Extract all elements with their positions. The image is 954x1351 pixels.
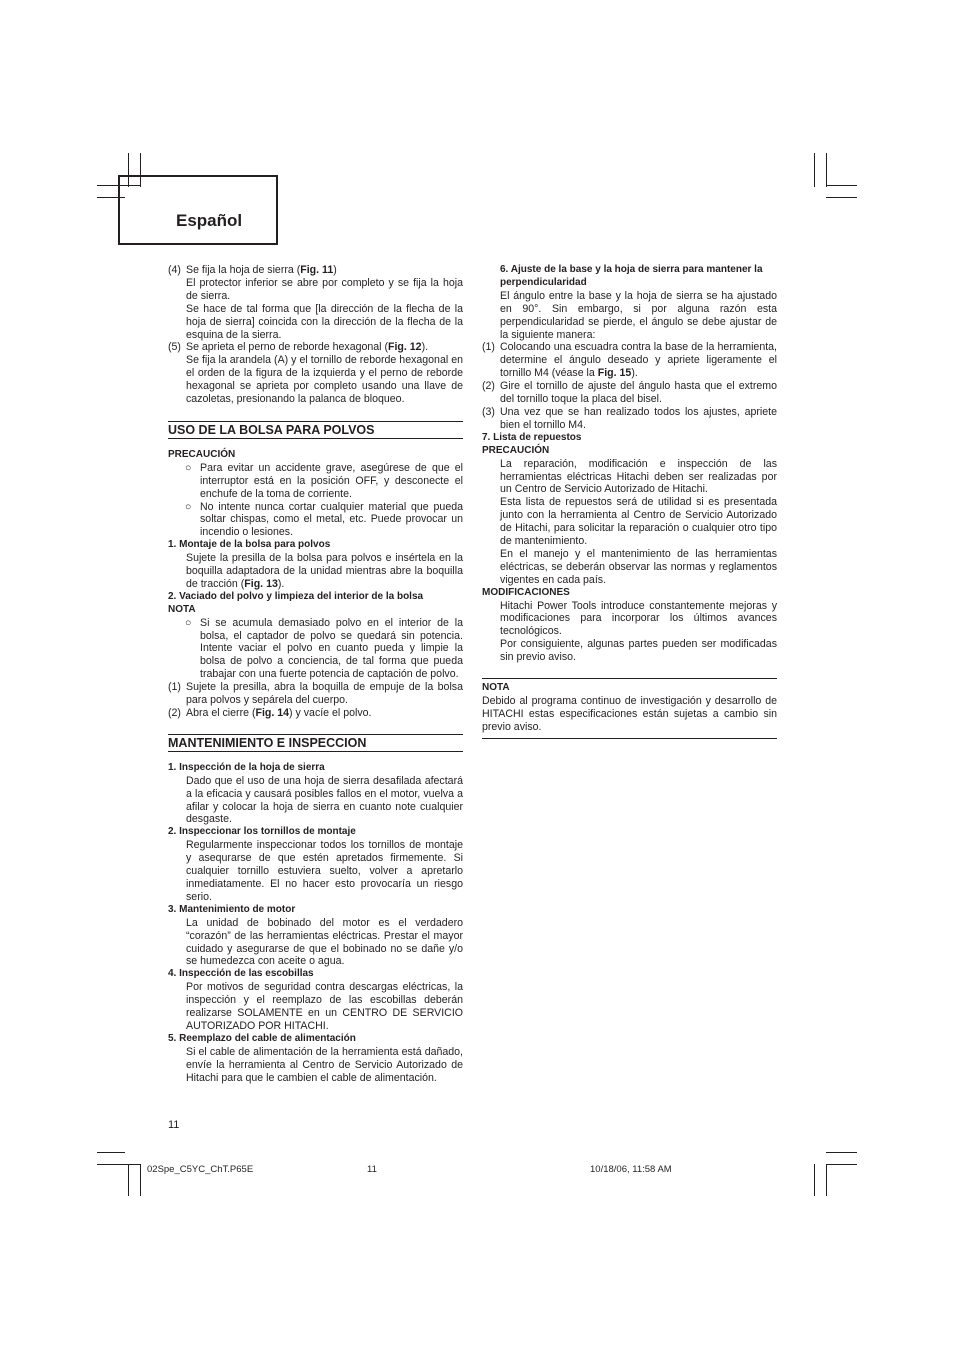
circle-bullet-icon: ○ (185, 500, 192, 513)
paragraph: Por motivos de seguridad contra descargas eléctricas, la inspección y el reemplazo de las escobillas deberán realizarse SOLAMENTE en un CENTRO DE SERVICIO AUTORIZADO POR HITACHI. (186, 981, 463, 1032)
crop-mark (97, 1152, 125, 1153)
paragraph: El ángulo entre la base y la hoja de sierra se ha ajustado en 90°. Sin embargo, si por alguna razón esta perpendicularidad se pierde, el ángulo se debe ajustar de la siguiente manera: (500, 289, 777, 341)
language-header-box (118, 175, 278, 245)
step-text: Sujete la presilla, abra la boquilla de empuje de la bolsa para polvos y sepárela del cuerpo. (186, 681, 463, 707)
step-text: Se fija la hoja de sierra ( (186, 264, 301, 276)
right-column (482, 264, 777, 739)
paragraph: Hitachi Power Tools introduce constantemente mejoras y modificaciones para incorporar los últimos avances tecnológicos. (500, 599, 777, 638)
step-item (482, 341, 777, 380)
bullet-item (168, 617, 463, 682)
step-text: Gire el tornillo de ajuste del ángulo hasta que el extremo del tornillo toque la placa del bisel. (500, 380, 777, 406)
footer-filename: 02Spe_C5YC_ChT.P65E (147, 1164, 254, 1175)
crop-mark (826, 153, 827, 187)
crop-mark (814, 1164, 815, 1196)
circle-bullet-icon: ○ (185, 616, 192, 629)
step-text: ) y vacíe el polvo. (289, 707, 372, 719)
note-label: NOTA (168, 603, 196, 615)
step-number: (4) (168, 264, 181, 276)
step-number: (3) (482, 405, 495, 418)
figure-ref: Fig. 11 (300, 264, 334, 276)
paragraph: En el manejo y el mantenimiento de las herramientas eléctricas, se deberán observar las normas y reglamentos vigentes en cada país. (500, 547, 777, 586)
caution-label: PRECAUCIÓN (168, 448, 236, 460)
paragraph: Por consiguiente, algunas partes pueden ser modificadas sin previo aviso. (500, 638, 777, 664)
circle-bullet-icon: ○ (185, 461, 192, 474)
step-number: (1) (168, 681, 181, 694)
bullet-text: No intente nunca cortar cualquier material que pueda soltar chispas, como el metal, etc. Puede provocar un incendio o lesiones. (200, 500, 463, 539)
step-number: (5) (168, 341, 181, 354)
step-item (168, 707, 463, 720)
crop-mark (140, 1164, 141, 1196)
paragraph: La reparación, modificación e inspección de las herramientas eléctricas Hitachi deben ser realizadas por un Centro de Servicio Autorizado de Hitachi. (500, 457, 777, 496)
modifications-label: MODIFICACIONES (482, 586, 570, 598)
figure-ref: Fig. 12 (388, 341, 422, 354)
step-text: Colocando una escuadra contra la base de la herramienta, determine el ángulo deseado y apriete ligeramente el tornillo M4 (véase la (500, 341, 777, 380)
paragraph: Dado que el uso de una hoja de sierra desafilada afectará a la eficacia y causará posibles fallos en el motor, vuelva a afilar y colocar la hoja de sierra en cuanto note cualquier desgaste. (186, 774, 463, 826)
crop-mark (826, 1152, 857, 1153)
subheading: 2. Inspeccionar los tornillos de montaje (168, 826, 356, 838)
step-text: Se hace de tal forma que [la dirección de la flecha de la hoja de sierra] coincida con la dirección de la flecha de la esquina de la sierra. (186, 302, 463, 341)
subheading: 2. Vaciado del polvo y limpieza del interior de la bolsa (168, 590, 424, 602)
caution-label: PRECAUCIÓN (482, 444, 550, 456)
section-heading-mantenimiento: MANTENIMIENTO E INSPECCION (168, 734, 463, 752)
step-text: ). (421, 341, 429, 354)
step-text: Abra el cierre ( (186, 707, 256, 719)
divider (482, 678, 777, 734)
subheading: 5. Reemplazo del cable de alimentación (168, 1032, 356, 1044)
crop-mark (814, 153, 815, 187)
crop-mark (128, 1164, 129, 1196)
crop-mark (826, 1164, 857, 1165)
step-5 (168, 341, 463, 406)
figure-ref: Fig. 15 (597, 367, 632, 380)
step-item (482, 406, 777, 432)
bullet-text: Para evitar un accidente grave, asegúrese de que el interruptor está en la posición OFF, y desconecte el enchufe de la toma de corriente. (200, 461, 463, 500)
step-text: Se aprieta el perno de reborde hexagonal ( (186, 341, 389, 354)
footer-date: 10/18/06, 11:58 AM (590, 1164, 672, 1175)
step-item (168, 681, 463, 707)
bullet-item (168, 462, 463, 501)
step-number: (1) (482, 341, 495, 354)
note-label: NOTA (482, 682, 510, 694)
crop-mark (826, 1164, 827, 1196)
subheading: 1. Inspección de la hoja de sierra (168, 761, 325, 773)
bullet-item (168, 501, 463, 540)
footer-page: 11 (367, 1164, 377, 1175)
crop-mark (97, 1164, 141, 1165)
figure-ref: Fig. 13 (244, 577, 278, 590)
step-text: Una vez que se han realizado todos los ajustes, apriete bien el tornillo M4. (500, 405, 777, 431)
step-text: Se fija la arandela (A) y el tornillo de reborde hexagonal en el orden de la figura de la izquierda y el perno de reborde hexagonal se aprieta por completo usando una llave de cazoletas, presionando la palanca de bloqueo. (186, 354, 463, 406)
left-column (168, 264, 463, 1084)
crop-mark (826, 185, 857, 186)
section-heading-bolsa: USO DE LA BOLSA PARA POLVOS (168, 421, 463, 439)
step-4 (168, 264, 463, 341)
step-item (482, 380, 777, 406)
crop-mark (826, 197, 857, 198)
step-text: ) (333, 264, 337, 276)
subheading: 4. Inspección de las escobillas (168, 968, 314, 980)
paragraph: La unidad de bobinado del motor es el verdadero “corazón” de las herramientas eléctricas. Prestar el mayor cuidado y asegurarse de que el bobinado no se dañe y/o se humedezca con aceite o agua. (186, 916, 463, 968)
bullet-text: Si se acumula demasiado polvo en el interior de la bolsa, el captador de polvo se quedará sin potencia. Intente vaciar el polvo en cuanto pueda y limpie la bolsa de polvo a conciencia, de tal forma que pueda trabajar con una fuerte potencia de captación de polvo. (200, 616, 463, 681)
subheading: 1. Montaje de la bolsa para polvos (168, 539, 331, 551)
figure-ref: Fig. 14 (255, 707, 290, 719)
step-text: ). (631, 367, 638, 380)
paragraph: Si el cable de alimentación de la herramienta está dañado, envíe la herramienta al Centro de Servicio Autorizado de Hitachi para que le cambien el cable de alimentación. (186, 1045, 463, 1084)
subheading: 6. Ajuste de la base y la hoja de sierra para mantener la perpendicularidad (500, 264, 763, 288)
paragraph: Esta lista de repuestos será de utilidad si es presentada junto con la herramienta al Centro de Servicio Autorizado de Hitachi, para solicitar la reparación o cualquier otro tipo de mantenimiento. (500, 496, 777, 548)
divider (482, 738, 777, 739)
paragraph: Regularmente inspeccionar todos los tornillos de montaje y asequrarse de que estén apretados firmemente. Si cualquier tornillo estuviera suelto, volver a apretarlo inmediatamente. El no hacer esto provocaría un riesgo serio. (186, 839, 463, 903)
step-number: (2) (168, 707, 181, 719)
step-text: El protector inferior se abre por completo y se fija la hoja de sierra. (186, 276, 463, 302)
subheading: 3. Mantenimiento de motor (168, 903, 296, 915)
page-number: 11 (168, 1119, 180, 1131)
subheading: 7. Lista de repuestos (482, 431, 582, 443)
step-number: (2) (482, 380, 495, 393)
note-text: Debido al programa continuo de investigación y desarrollo de HITACHI estas especificaciones están sujetas a cambio sin previo aviso. (482, 695, 777, 733)
paragraph: Sujete la presilla de la bolsa para polvos e insértela en la boquilla adaptadora de la unidad mientras abre la boquilla de tracción (Fig. 13). (186, 552, 463, 590)
language-title: Español (176, 211, 243, 230)
